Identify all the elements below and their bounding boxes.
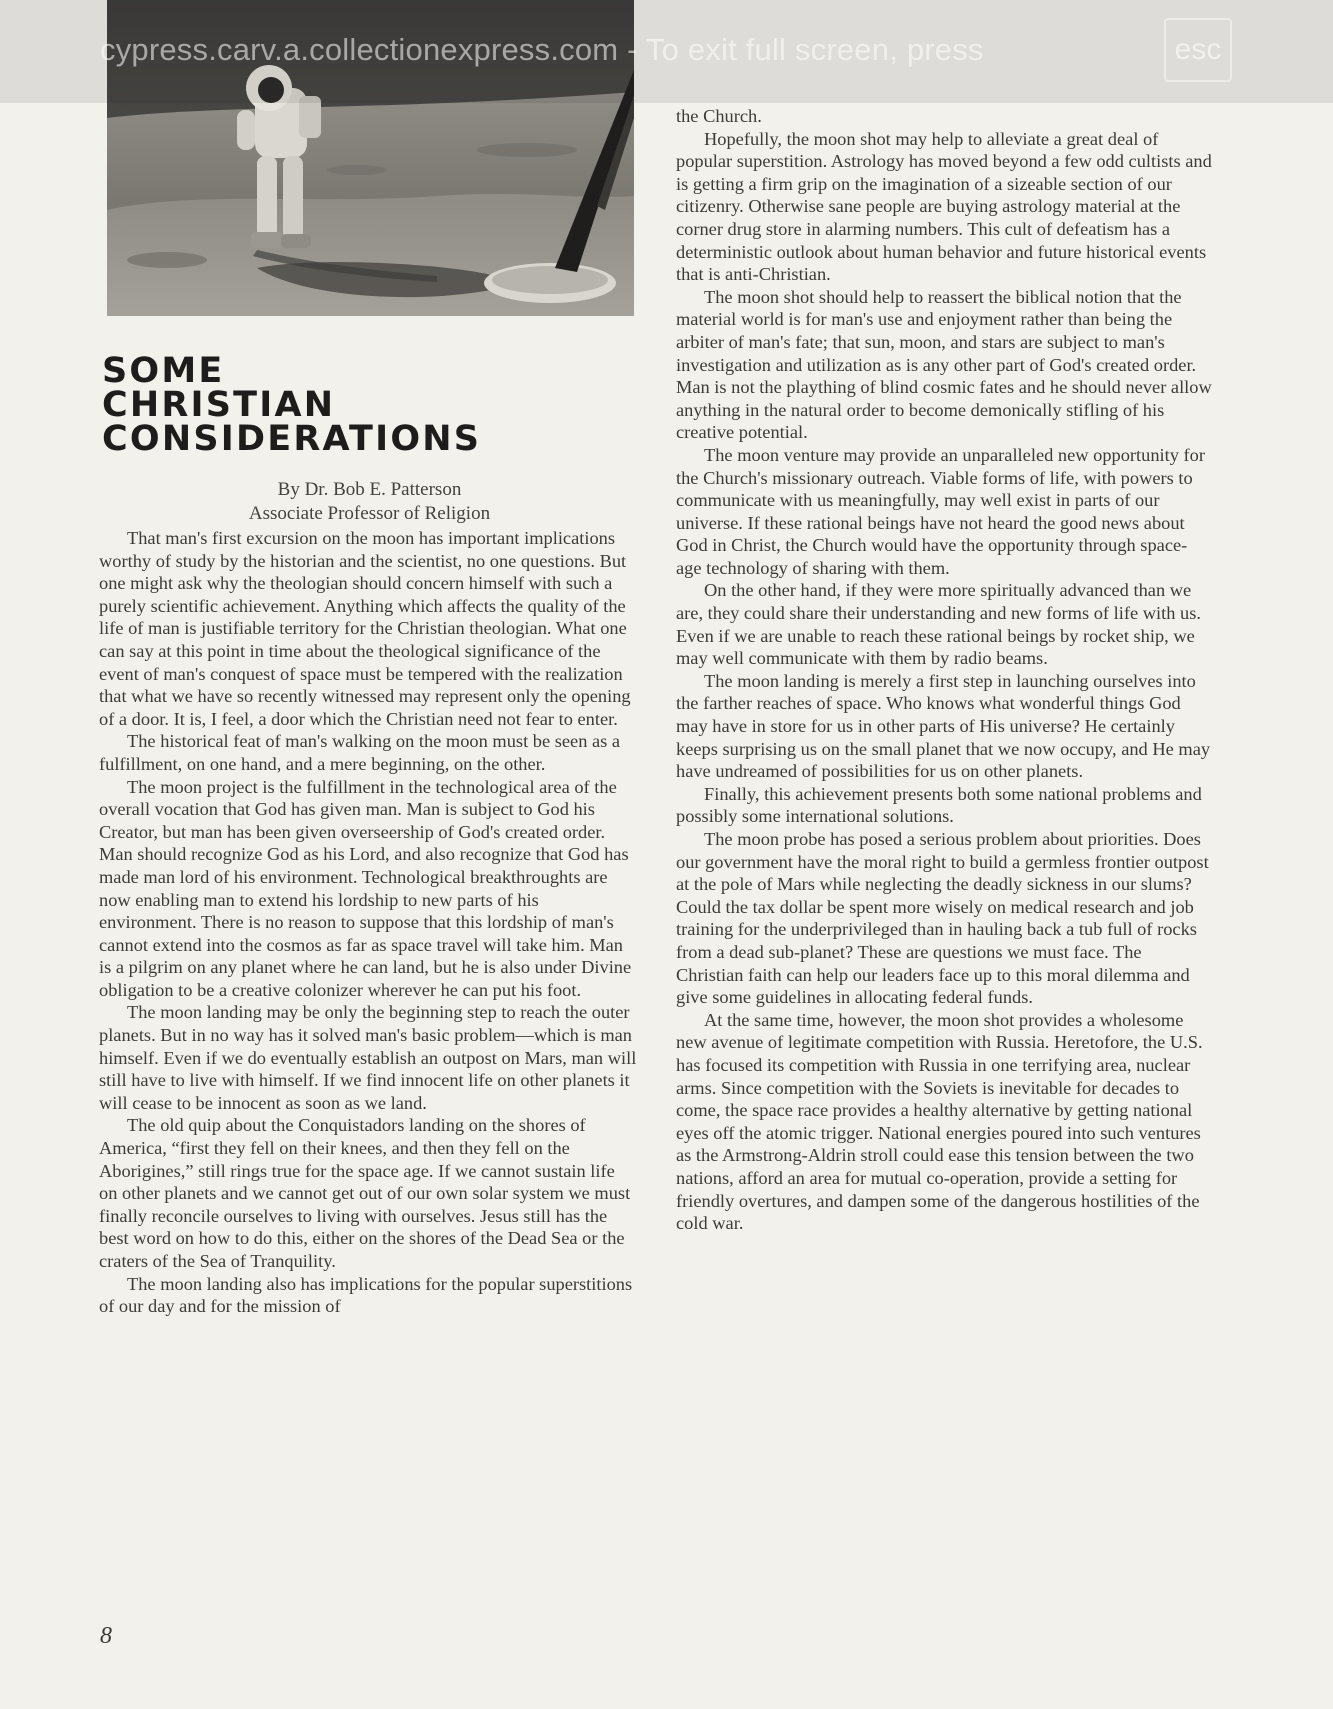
paragraph: That man's first excursion on the moon has important implications worthy of study by the historian and the scientist, no one questions. But one might ask why the theologian should concern himself with such a purely scientific achievement. Anything which affects the quality of the life of man is justifiable territory for the Christian theologian. What one can say at this point in time about the theological significance of the event of man's conquest of space must be tempered with the realization that what we have so recently witnessed may represent only the opening of a door. It is, I feel, a door which the Christian need not fear to enter.	[99, 528, 631, 729]
article-title-line: CHRISTIAN	[102, 385, 336, 425]
right-column	[676, 105, 1212, 1235]
paragraph: The moon landing also has implications for the popular superstitions of our day and for the mission of	[99, 1273, 633, 1317]
paragraph: Finally, this achievement presents both some national problems and possibly some international solutions.	[676, 783, 1202, 827]
byline-role: Associate Professor of Religion	[248, 503, 491, 524]
paragraph: Hopefully, the moon shot may help to alleviate a great deal of popular superstition. Astrology has moved beyond a few odd cultists and is getting a firm grip on the imagination of a sizeable section of our citizenry. Otherwise sane people are buying astrology material at the corner drug store in alarming numbers. This cult of defeatism has a deterministic outlook about human behavior and future historical events that is anti-Christian.	[676, 128, 1212, 285]
paragraph: The moon landing is merely a first step in launching ourselves into the farther reaches of space. Who knows what wonderful things God may have in store for us in other parts of His universe? He certainly keeps surprising us on the small planet that we now occupy, and He may have undreamed of possibilities for us on other planets.	[676, 670, 1211, 782]
esc-key-hint[interactable]: esc	[1164, 18, 1232, 82]
paragraph: The moon shot should help to reassert the biblical notion that the material world is for man's use and enjoyment rather than being the arbiter of man's fate; that sun, moon, and stars are subject to man's investigation and utilization as is any other part of God's created order. Man is not the plaything of blind cosmic fates and he should never allow anything in the natural order to become demonically stifling of his creative potential.	[676, 286, 1212, 443]
paragraph: The old quip about the Conquistadors landing on the shores of America, “first they fell on their knees, and then they fell on the Aborigines,” still rings true for the space age. If we cannot sustain life on other planets and we cannot get out of our own solar system we must finally reconcile ourselves to living with ourselves. Jesus still has the best word on how to do this, either on the shores of the Dead Sea or the craters of the Sea of Tranquility.	[99, 1115, 631, 1271]
article-title	[102, 351, 642, 459]
paragraph: The moon project is the fulfillment in the technological area of the overall vocation that God has given man. Man is subject to God his Creator, but man has been given overseership of God's created order. Man should recognize God as his Lord, and also recognize that God has made man lord of his environment. Technological breakthroughts are now enabling man to extend his lordship to new parts of his environment. There is no reason to suppose that this lordship of man's cannot extend into the cosmos as far as space travel will take him. Man is a pilgrim on any planet where he can land, but he is also under Divine obligation to be a creative colonizer wherever he can put his foot.	[99, 776, 632, 1000]
left-column	[99, 527, 637, 1318]
paragraph: On the other hand, if they were more spiritually advanced than we are, they could share their understanding and new forms of life with us. Even if we are unable to reach these rational beings by rocket ship, we may well communicate with them by radio beams.	[676, 580, 1202, 669]
page-number: 8	[100, 1623, 112, 1649]
fullscreen-notice-text: cypress.carv.a.collectionexpress.com - To exit full screen, press	[100, 32, 984, 67]
paragraph: The moon probe has posed a serious problem about priorities. Does our government have the moral right to build a germless frontier outpost at the pole of Mars while neglecting the deadly sickness in our slums? Could the tax dollar be spent more wisely on medical research and job training for the underprivileged than in hauling back a tub full of rocks from a dead sub-planet? These are questions we must face. The Christian faith can help our leaders face up to this moral dilemma and give some guidelines in allocating federal funds.	[676, 829, 1209, 1008]
paragraph-continuation: the Church.	[676, 106, 762, 126]
paragraph: The historical feat of man's walking on the moon must be seen as a fulfillment, on one hand, and a mere beginning, on the other.	[99, 731, 621, 774]
article-title-line: CONSIDERATIONS	[102, 419, 482, 459]
article-title-line: SOME	[102, 351, 225, 391]
paragraph: The moon venture may provide an unparalleled new opportunity for the Church's missionary outreach. Viable forms of life, with powers to communicate with us meaningfully, may well exist in parts of our universe. If these rational beings have not heard the good news about God in Christ, the Church would have the opportunity through space-age technology of sharing with them.	[676, 444, 1205, 578]
paragraph: The moon landing may be only the beginning step to reach the outer planets. But in no way has it solved man's basic problem—which is man himself. Even if we do eventually establish an outpost on Mars, man will still have to live with himself. If we find innocent life on other planets it will cease to be innocent as soon as we land.	[99, 1002, 637, 1113]
byline-author: By Dr. Bob E. Patterson	[277, 479, 462, 500]
paragraph: At the same time, however, the moon shot provides a wholesome new avenue of legitimate competition with Russia. Heretofore, the U.S. has focused its competition with Russia in one terrifying area, nuclear arms. Since competition with the Soviets is inevitable for decades to come, the space race provides a healthy alternative by getting national eyes off the atomic trigger. National energies poured into such ventures as the Armstrong-Aldrin stroll could ease this tension between the two nations, afford an area for mutual co-operation, provide a setting for friendly overtures, and dampen some of the dangerous hostilities of the cold war.	[676, 1009, 1203, 1234]
byline	[107, 478, 632, 526]
fullscreen-notice-banner	[0, 0, 1333, 103]
